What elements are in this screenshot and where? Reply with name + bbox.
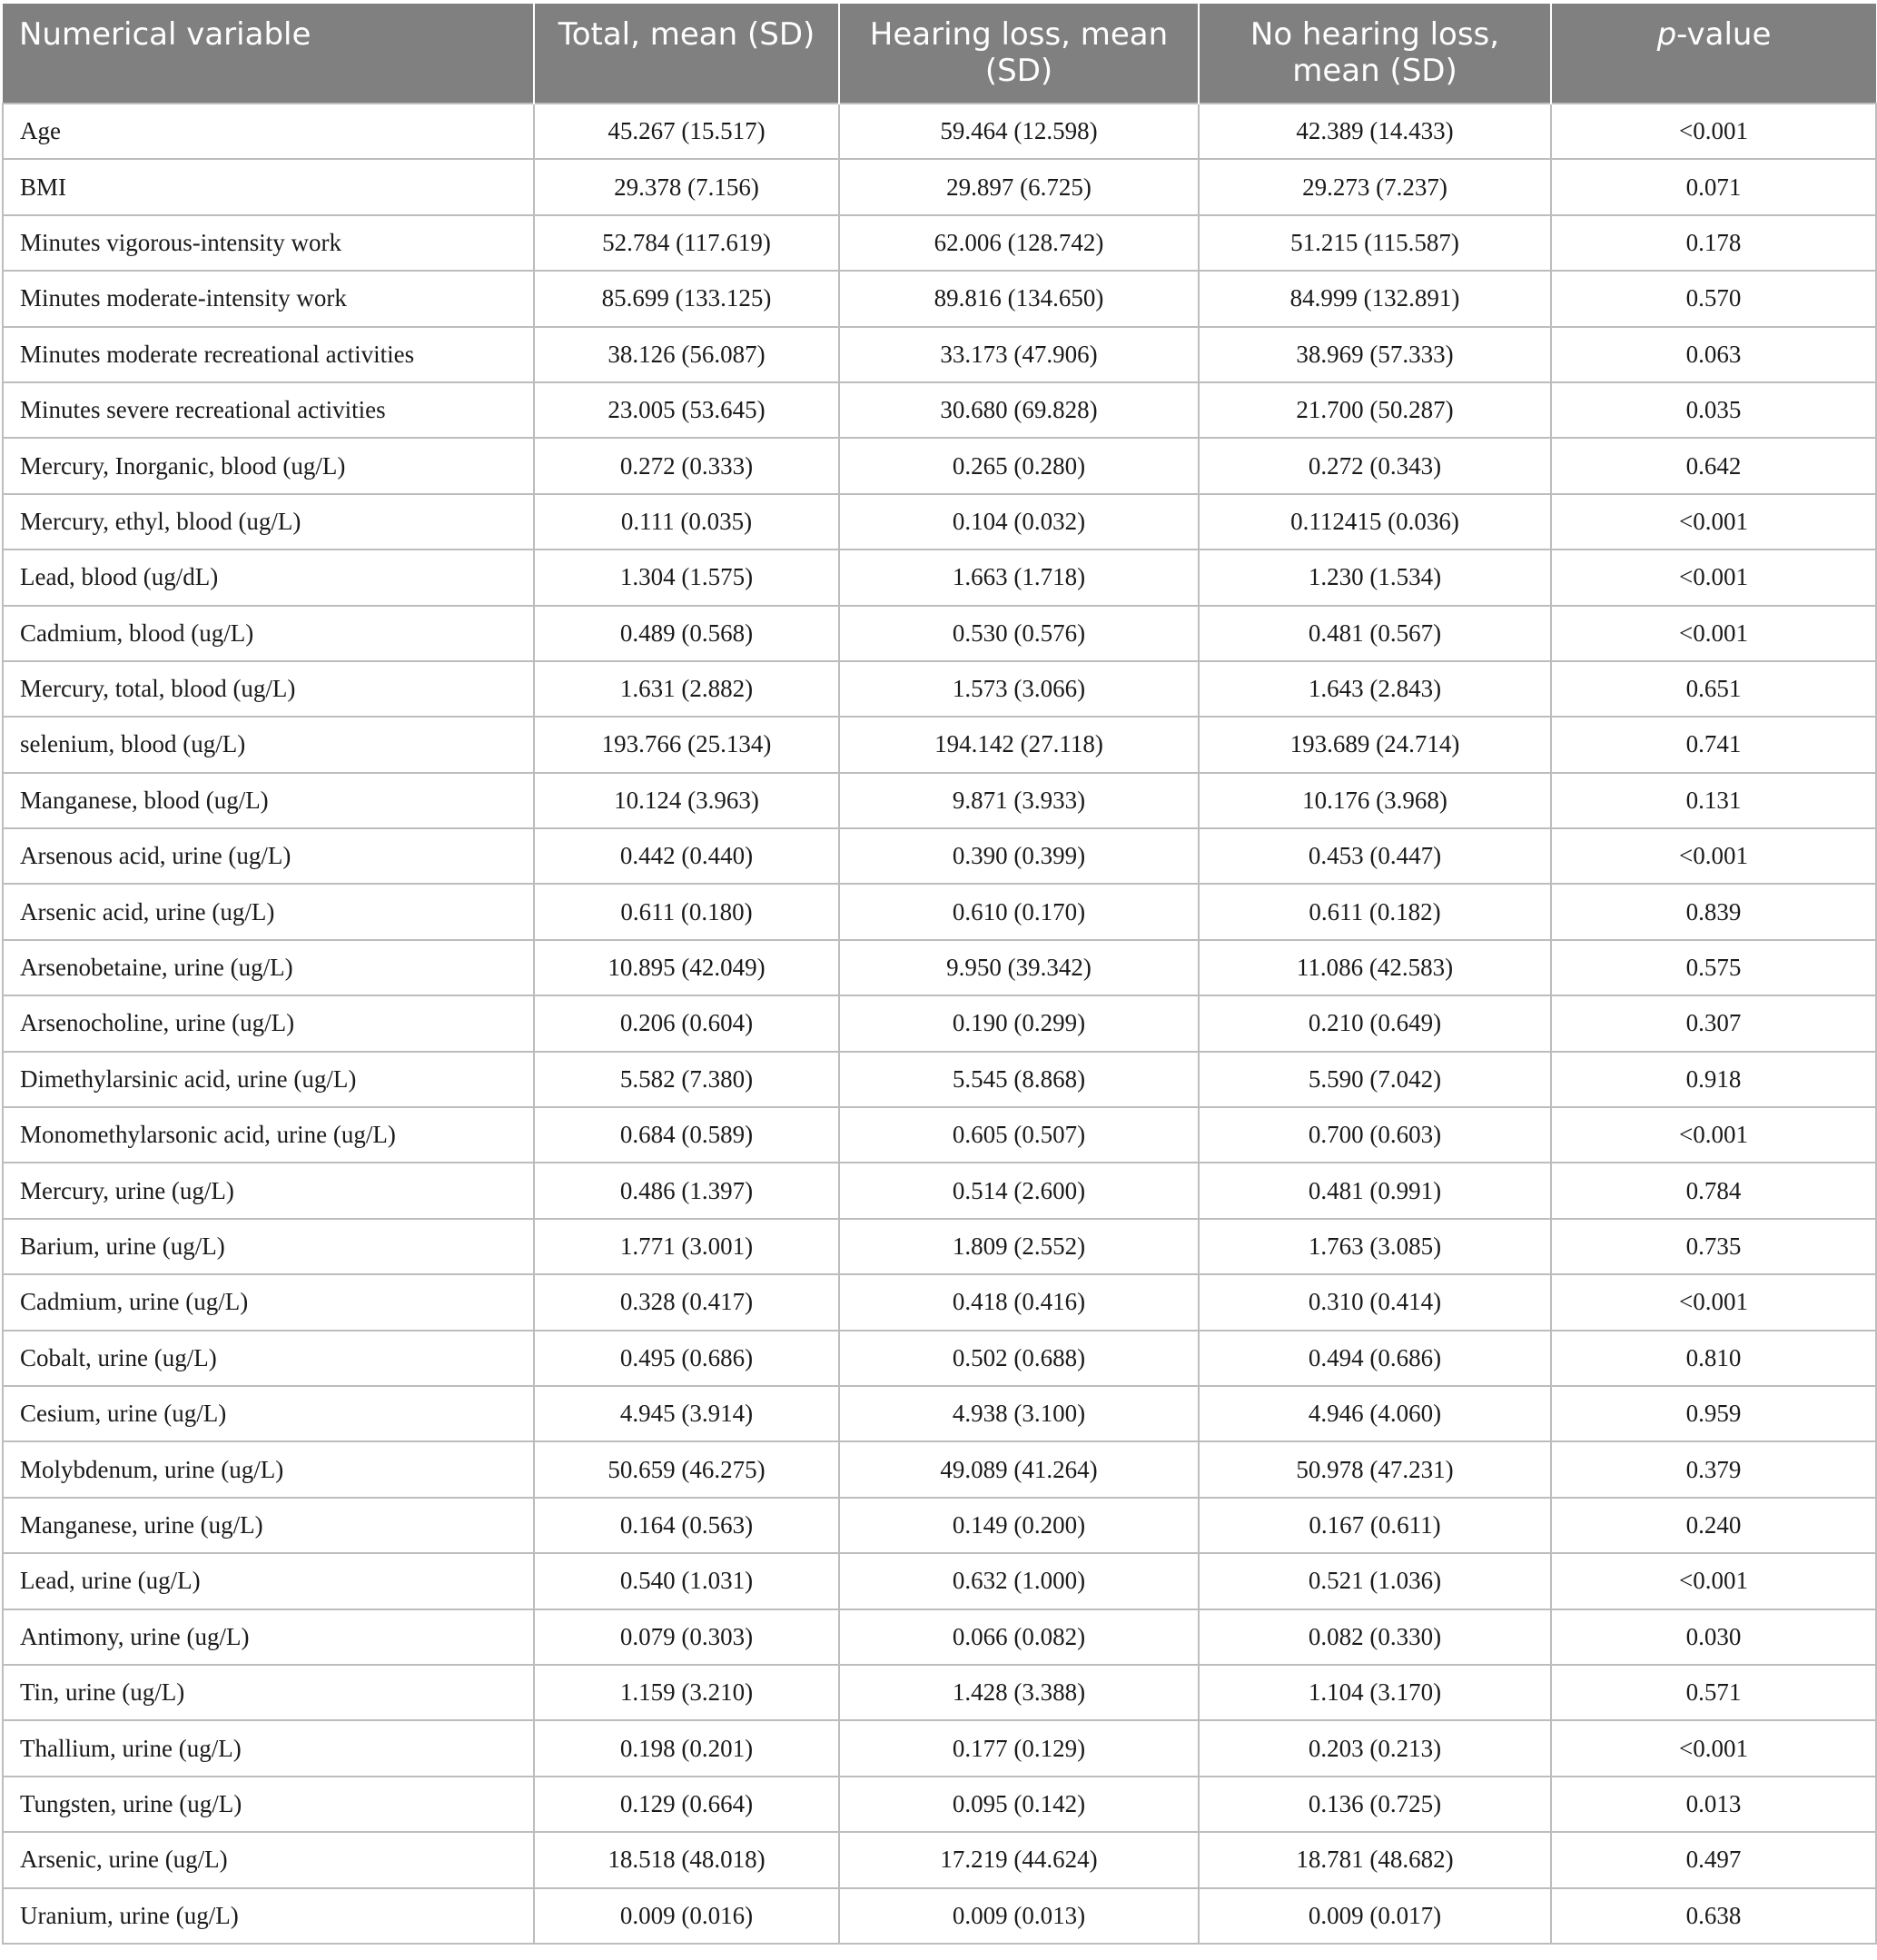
table-row <box>3 606 1876 661</box>
cell-variable: Minutes severe recreational activities <box>3 382 534 438</box>
table-row <box>3 1386 1876 1441</box>
header-total: Total, mean (SD) <box>534 4 839 104</box>
cell-total: 52.784 (117.619) <box>534 215 839 271</box>
cell-hearing-loss: 9.871 (3.933) <box>839 773 1199 828</box>
cell-hearing-loss: 0.190 (0.299) <box>839 995 1199 1051</box>
table-row <box>3 549 1876 605</box>
table-row <box>3 1274 1876 1330</box>
cell-no-hearing-loss: 0.481 (0.991) <box>1199 1163 1551 1218</box>
cell-hearing-loss: 5.545 (8.868) <box>839 1052 1199 1107</box>
cell-hearing-loss: 1.573 (3.066) <box>839 661 1199 717</box>
cell-total: 85.699 (133.125) <box>534 271 839 326</box>
cell-hearing-loss: 0.265 (0.280) <box>839 438 1199 493</box>
cell-p-value: 0.642 <box>1551 438 1876 493</box>
table-row <box>3 271 1876 326</box>
header-hearing-loss: Hearing loss, mean (SD) <box>839 4 1199 104</box>
cell-variable: Antimony, urine (ug/L) <box>3 1609 534 1665</box>
cell-hearing-loss: 62.006 (128.742) <box>839 215 1199 271</box>
cell-total: 1.771 (3.001) <box>534 1219 839 1274</box>
cell-hearing-loss: 9.950 (39.342) <box>839 940 1199 995</box>
cell-no-hearing-loss: 0.481 (0.567) <box>1199 606 1551 661</box>
table-row <box>3 104 1876 159</box>
cell-variable: Arsenic acid, urine (ug/L) <box>3 884 534 939</box>
cell-variable: Uranium, urine (ug/L) <box>3 1888 534 1944</box>
cell-hearing-loss: 30.680 (69.828) <box>839 382 1199 438</box>
table-row <box>3 773 1876 828</box>
cell-p-value: <0.001 <box>1551 1107 1876 1163</box>
cell-total: 10.124 (3.963) <box>534 773 839 828</box>
cell-p-value: 0.570 <box>1551 271 1876 326</box>
table-row <box>3 1219 1876 1274</box>
cell-p-value: 0.810 <box>1551 1331 1876 1386</box>
cell-variable: Mercury, urine (ug/L) <box>3 1163 534 1218</box>
cell-hearing-loss: 33.173 (47.906) <box>839 327 1199 382</box>
table-row <box>3 828 1876 884</box>
cell-variable: Minutes vigorous-intensity work <box>3 215 534 271</box>
cell-total: 0.611 (0.180) <box>534 884 839 939</box>
cell-p-value: 0.030 <box>1551 1609 1876 1665</box>
header-row <box>3 4 1876 104</box>
cell-hearing-loss: 89.816 (134.650) <box>839 271 1199 326</box>
cell-no-hearing-loss: 21.700 (50.287) <box>1199 382 1551 438</box>
cell-hearing-loss: 0.514 (2.600) <box>839 1163 1199 1218</box>
cell-p-value: 0.571 <box>1551 1665 1876 1720</box>
cell-hearing-loss: 0.610 (0.170) <box>839 884 1199 939</box>
cell-p-value: 0.575 <box>1551 940 1876 995</box>
table-row <box>3 1498 1876 1553</box>
cell-variable: Mercury, Inorganic, blood (ug/L) <box>3 438 534 493</box>
cell-variable: Cobalt, urine (ug/L) <box>3 1331 534 1386</box>
cell-variable: Manganese, urine (ug/L) <box>3 1498 534 1553</box>
header-numerical-variable: Numerical variable <box>3 4 534 104</box>
cell-no-hearing-loss: 0.167 (0.611) <box>1199 1498 1551 1553</box>
cell-no-hearing-loss: 0.611 (0.182) <box>1199 884 1551 939</box>
cell-variable: Lead, urine (ug/L) <box>3 1553 534 1609</box>
cell-hearing-loss: 0.066 (0.082) <box>839 1609 1199 1665</box>
cell-no-hearing-loss: 0.494 (0.686) <box>1199 1331 1551 1386</box>
cell-no-hearing-loss: 0.210 (0.649) <box>1199 995 1551 1051</box>
cell-hearing-loss: 194.142 (27.118) <box>839 717 1199 772</box>
table-row <box>3 1553 1876 1609</box>
table-row <box>3 1441 1876 1497</box>
cell-hearing-loss: 1.663 (1.718) <box>839 549 1199 605</box>
cell-variable: Arsenocholine, urine (ug/L) <box>3 995 534 1051</box>
cell-p-value: 0.131 <box>1551 773 1876 828</box>
cell-variable: Arsenic, urine (ug/L) <box>3 1832 534 1887</box>
data-table <box>2 4 1877 1945</box>
header-p-italic: p <box>1656 16 1677 53</box>
cell-hearing-loss: 0.104 (0.032) <box>839 494 1199 549</box>
cell-no-hearing-loss: 0.136 (0.725) <box>1199 1777 1551 1832</box>
cell-no-hearing-loss: 4.946 (4.060) <box>1199 1386 1551 1441</box>
cell-total: 45.267 (15.517) <box>534 104 839 159</box>
cell-p-value: <0.001 <box>1551 494 1876 549</box>
cell-no-hearing-loss: 0.453 (0.447) <box>1199 828 1551 884</box>
cell-variable: Arsenous acid, urine (ug/L) <box>3 828 534 884</box>
table-row <box>3 215 1876 271</box>
cell-hearing-loss: 0.390 (0.399) <box>839 828 1199 884</box>
cell-total: 0.272 (0.333) <box>534 438 839 493</box>
cell-no-hearing-loss: 0.112415 (0.036) <box>1199 494 1551 549</box>
cell-p-value: <0.001 <box>1551 606 1876 661</box>
cell-p-value: <0.001 <box>1551 1274 1876 1330</box>
cell-total: 193.766 (25.134) <box>534 717 839 772</box>
table-row <box>3 884 1876 939</box>
cell-no-hearing-loss: 11.086 (42.583) <box>1199 940 1551 995</box>
cell-variable: Minutes moderate-intensity work <box>3 271 534 326</box>
cell-variable: selenium, blood (ug/L) <box>3 717 534 772</box>
table-row <box>3 382 1876 438</box>
table-row <box>3 1107 1876 1163</box>
cell-no-hearing-loss: 1.763 (3.085) <box>1199 1219 1551 1274</box>
cell-no-hearing-loss: 0.521 (1.036) <box>1199 1553 1551 1609</box>
cell-no-hearing-loss: 38.969 (57.333) <box>1199 327 1551 382</box>
cell-total: 0.442 (0.440) <box>534 828 839 884</box>
table-row <box>3 661 1876 717</box>
cell-variable: Tungsten, urine (ug/L) <box>3 1777 534 1832</box>
cell-variable: Barium, urine (ug/L) <box>3 1219 534 1274</box>
cell-p-value: 0.379 <box>1551 1441 1876 1497</box>
cell-no-hearing-loss: 0.310 (0.414) <box>1199 1274 1551 1330</box>
cell-p-value: 0.918 <box>1551 1052 1876 1107</box>
cell-p-value: 0.497 <box>1551 1832 1876 1887</box>
cell-total: 10.895 (42.049) <box>534 940 839 995</box>
cell-p-value: <0.001 <box>1551 1720 1876 1776</box>
table-row <box>3 494 1876 549</box>
cell-variable: Thallium, urine (ug/L) <box>3 1720 534 1776</box>
cell-no-hearing-loss: 18.781 (48.682) <box>1199 1832 1551 1887</box>
cell-p-value: 0.651 <box>1551 661 1876 717</box>
cell-total: 0.079 (0.303) <box>534 1609 839 1665</box>
cell-hearing-loss: 1.428 (3.388) <box>839 1665 1199 1720</box>
table-row <box>3 159 1876 214</box>
cell-variable: Molybdenum, urine (ug/L) <box>3 1441 534 1497</box>
cell-p-value: 0.959 <box>1551 1386 1876 1441</box>
cell-no-hearing-loss: 193.689 (24.714) <box>1199 717 1551 772</box>
cell-hearing-loss: 0.095 (0.142) <box>839 1777 1199 1832</box>
cell-p-value: <0.001 <box>1551 104 1876 159</box>
cell-no-hearing-loss: 29.273 (7.237) <box>1199 159 1551 214</box>
cell-hearing-loss: 0.502 (0.688) <box>839 1331 1199 1386</box>
cell-hearing-loss: 49.089 (41.264) <box>839 1441 1199 1497</box>
header-no-hearing-loss: No hearing loss, mean (SD) <box>1199 4 1551 104</box>
cell-hearing-loss: 0.177 (0.129) <box>839 1720 1199 1776</box>
cell-total: 1.159 (3.210) <box>534 1665 839 1720</box>
cell-total: 0.111 (0.035) <box>534 494 839 549</box>
cell-total: 5.582 (7.380) <box>534 1052 839 1107</box>
cell-total: 0.486 (1.397) <box>534 1163 839 1218</box>
cell-variable: Mercury, ethyl, blood (ug/L) <box>3 494 534 549</box>
cell-p-value: 0.178 <box>1551 215 1876 271</box>
cell-no-hearing-loss: 0.203 (0.213) <box>1199 1720 1551 1776</box>
cell-hearing-loss: 0.418 (0.416) <box>839 1274 1199 1330</box>
cell-total: 50.659 (46.275) <box>534 1441 839 1497</box>
cell-p-value: 0.071 <box>1551 159 1876 214</box>
cell-no-hearing-loss: 51.215 (115.587) <box>1199 215 1551 271</box>
cell-total: 18.518 (48.018) <box>534 1832 839 1887</box>
cell-no-hearing-loss: 0.272 (0.343) <box>1199 438 1551 493</box>
cell-hearing-loss: 4.938 (3.100) <box>839 1386 1199 1441</box>
cell-no-hearing-loss: 1.104 (3.170) <box>1199 1665 1551 1720</box>
table-body <box>3 104 1876 1944</box>
cell-variable: Dimethylarsinic acid, urine (ug/L) <box>3 1052 534 1107</box>
cell-total: 0.164 (0.563) <box>534 1498 839 1553</box>
table-row <box>3 1832 1876 1887</box>
table-row <box>3 1163 1876 1218</box>
cell-total: 0.206 (0.604) <box>534 995 839 1051</box>
cell-variable: Cadmium, urine (ug/L) <box>3 1274 534 1330</box>
cell-p-value: 0.735 <box>1551 1219 1876 1274</box>
cell-p-value: 0.784 <box>1551 1163 1876 1218</box>
table-row <box>3 717 1876 772</box>
table-row <box>3 438 1876 493</box>
cell-total: 0.684 (0.589) <box>534 1107 839 1163</box>
cell-total: 0.129 (0.664) <box>534 1777 839 1832</box>
cell-no-hearing-loss: 1.230 (1.534) <box>1199 549 1551 605</box>
cell-p-value: 0.741 <box>1551 717 1876 772</box>
cell-hearing-loss: 29.897 (6.725) <box>839 159 1199 214</box>
cell-no-hearing-loss: 0.082 (0.330) <box>1199 1609 1551 1665</box>
cell-total: 1.304 (1.575) <box>534 549 839 605</box>
cell-p-value: 0.013 <box>1551 1777 1876 1832</box>
table-row <box>3 1665 1876 1720</box>
cell-total: 0.009 (0.016) <box>534 1888 839 1944</box>
cell-no-hearing-loss: 42.389 (14.433) <box>1199 104 1551 159</box>
cell-variable: Cadmium, blood (ug/L) <box>3 606 534 661</box>
cell-total: 38.126 (56.087) <box>534 327 839 382</box>
table-row <box>3 1777 1876 1832</box>
cell-total: 0.489 (0.568) <box>534 606 839 661</box>
table-row <box>3 1331 1876 1386</box>
cell-no-hearing-loss: 10.176 (3.968) <box>1199 773 1551 828</box>
table-row <box>3 327 1876 382</box>
cell-p-value: 0.839 <box>1551 884 1876 939</box>
cell-no-hearing-loss: 5.590 (7.042) <box>1199 1052 1551 1107</box>
cell-no-hearing-loss: 1.643 (2.843) <box>1199 661 1551 717</box>
cell-no-hearing-loss: 84.999 (132.891) <box>1199 271 1551 326</box>
cell-variable: Mercury, total, blood (ug/L) <box>3 661 534 717</box>
cell-hearing-loss: 0.632 (1.000) <box>839 1553 1199 1609</box>
cell-variable: Cesium, urine (ug/L) <box>3 1386 534 1441</box>
cell-total: 0.495 (0.686) <box>534 1331 839 1386</box>
cell-total: 1.631 (2.882) <box>534 661 839 717</box>
cell-total: 0.540 (1.031) <box>534 1553 839 1609</box>
cell-variable: Arsenobetaine, urine (ug/L) <box>3 940 534 995</box>
cell-p-value: 0.240 <box>1551 1498 1876 1553</box>
cell-p-value: <0.001 <box>1551 828 1876 884</box>
table-row <box>3 940 1876 995</box>
cell-hearing-loss: 1.809 (2.552) <box>839 1219 1199 1274</box>
table-row <box>3 1720 1876 1776</box>
cell-hearing-loss: 0.149 (0.200) <box>839 1498 1199 1553</box>
cell-variable: Age <box>3 104 534 159</box>
table-row <box>3 1052 1876 1107</box>
cell-total: 0.328 (0.417) <box>534 1274 839 1330</box>
cell-total: 0.198 (0.201) <box>534 1720 839 1776</box>
cell-hearing-loss: 0.605 (0.507) <box>839 1107 1199 1163</box>
cell-variable: Monomethylarsonic acid, urine (ug/L) <box>3 1107 534 1163</box>
cell-variable: Tin, urine (ug/L) <box>3 1665 534 1720</box>
header-p-value <box>1551 4 1876 104</box>
cell-no-hearing-loss: 50.978 (47.231) <box>1199 1441 1551 1497</box>
cell-p-value: 0.035 <box>1551 382 1876 438</box>
cell-variable: BMI <box>3 159 534 214</box>
cell-p-value: <0.001 <box>1551 549 1876 605</box>
cell-p-value: 0.638 <box>1551 1888 1876 1944</box>
cell-p-value: 0.307 <box>1551 995 1876 1051</box>
table-row <box>3 995 1876 1051</box>
cell-p-value: <0.001 <box>1551 1553 1876 1609</box>
header-p-suffix: -value <box>1676 16 1772 53</box>
cell-total: 23.005 (53.645) <box>534 382 839 438</box>
cell-hearing-loss: 59.464 (12.598) <box>839 104 1199 159</box>
cell-variable: Minutes moderate recreational activities <box>3 327 534 382</box>
cell-no-hearing-loss: 0.009 (0.017) <box>1199 1888 1551 1944</box>
cell-total: 29.378 (7.156) <box>534 159 839 214</box>
cell-hearing-loss: 0.530 (0.576) <box>839 606 1199 661</box>
cell-p-value: 0.063 <box>1551 327 1876 382</box>
table-row <box>3 1888 1876 1944</box>
table-row <box>3 1609 1876 1665</box>
cell-variable: Lead, blood (ug/dL) <box>3 549 534 605</box>
cell-no-hearing-loss: 0.700 (0.603) <box>1199 1107 1551 1163</box>
cell-hearing-loss: 17.219 (44.624) <box>839 1832 1199 1887</box>
table-header <box>3 4 1876 104</box>
cell-total: 4.945 (3.914) <box>534 1386 839 1441</box>
cell-hearing-loss: 0.009 (0.013) <box>839 1888 1199 1944</box>
cell-variable: Manganese, blood (ug/L) <box>3 773 534 828</box>
